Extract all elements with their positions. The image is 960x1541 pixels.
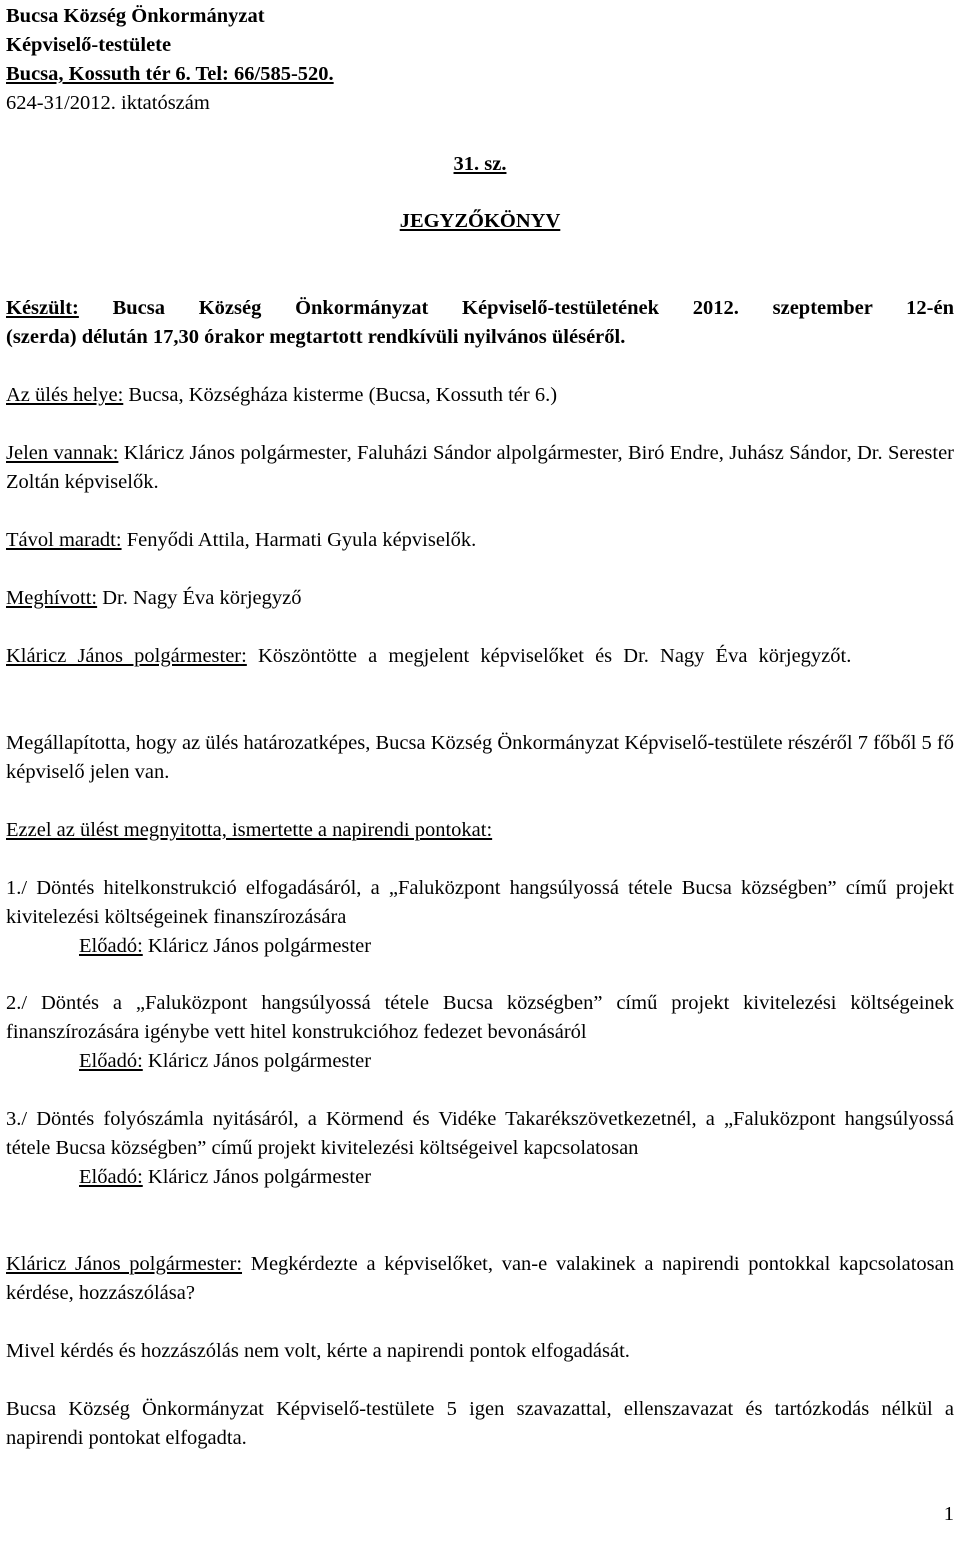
present-paragraph (6, 439, 954, 497)
presenter-label: Előadó: (79, 1166, 143, 1188)
greeting-paragraph (6, 642, 954, 671)
location-text: Bucsa, Községháza kisterme (Bucsa, Kossuth tér 6.) (123, 384, 558, 406)
absent-label: Távol maradt: (6, 529, 122, 551)
quorum-paragraph: Megállapította, hogy az ülés határozatképes, Bucsa Község Önkormányzat Képviselő-testülete részéről 7 főből 5 fő képviselő jelen van. (6, 732, 954, 783)
invited-label: Meghívott: (6, 587, 98, 609)
agenda-presenter (6, 1163, 954, 1192)
opening-paragraph: Ezzel az ülést megnyitotta, ismertette a napirendi pontokat: (6, 819, 493, 841)
intro-text-1: Bucsa Község Önkormányzat Képviselő-testületének 2012. szeptember 12-én (78, 297, 954, 319)
filing-number: 624-31/2012. iktatószám (6, 92, 210, 114)
location-label: Az ülés helye: (6, 384, 124, 406)
absent-text: Fenyődi Attila, Harmati Gyula képviselők. (121, 529, 477, 551)
letterhead-line2: Képviselő-testülete (6, 34, 172, 56)
presenter-name: Kláricz János polgármester (142, 1050, 372, 1072)
agenda-presenter (6, 1047, 954, 1076)
vote-paragraph: Bucsa Község Önkormányzat Képviselő-testülete 5 igen szavazattal, ellenszavazat és tartózkodás nélkül a napirendi pontokat elfogadta. (6, 1398, 954, 1449)
agenda-item-1 (6, 874, 954, 961)
present-text: Kláricz János polgármester, Faluházi Sándor alpolgármester, Biró Endre, Juhász Sándor, Dr. Serester Zoltán képviselők. (6, 442, 954, 493)
intro-line1 (6, 294, 954, 323)
question-paragraph (6, 1250, 954, 1308)
invited-text: Dr. Nagy Éva körjegyző (97, 587, 302, 609)
no-question-paragraph: Mivel kérdés és hozzászólás nem volt, kérte a napirendi pontok elfogadását. (6, 1340, 630, 1362)
letterhead-line1: Bucsa Község Önkormányzat (6, 5, 265, 27)
presenter-label: Előadó: (79, 935, 143, 957)
intro-text-2: (szerda) délután 17,30 órakor megtartott rendkívüli nyilvános üléséről. (6, 326, 626, 348)
greeting-label: Kláricz János polgármester: (6, 645, 247, 667)
agenda-presenter (6, 932, 954, 961)
presenter-name: Kláricz János polgármester (142, 1166, 372, 1188)
agenda-item-2 (6, 989, 954, 1076)
page-number: 1 (943, 1503, 954, 1525)
intro-label: Készült: (6, 297, 79, 319)
presenter-label: Előadó: (79, 1050, 143, 1072)
question-label: Kláricz János polgármester: (6, 1253, 243, 1275)
minutes-number: 31. sz. (453, 153, 507, 175)
greeting-text: Köszöntötte a megjelent képviselőket és Dr. Nagy Éva körjegyzőt. (246, 645, 852, 667)
invited-paragraph (6, 584, 954, 613)
location-paragraph (6, 381, 954, 410)
agenda-item-text: 2./ Döntés a „Faluközpont hangsúlyossá tétele Bucsa községben” című projekt kivitelezési költségeinek finanszírozására igénybe vett hitel konstrukcióhoz fedezet bevonásáról (6, 992, 954, 1043)
present-label: Jelen vannak: (6, 442, 119, 464)
letterhead (6, 2, 334, 118)
page-title: JEGYZŐKÖNYV (399, 210, 561, 232)
agenda-item-text: 1./ Döntés hitelkonstrukció elfogadásáról, a „Faluközpont hangsúlyossá tétele Bucsa községben” című projekt kivitelezési költségeinek finanszírozására (6, 877, 954, 928)
absent-paragraph (6, 526, 954, 555)
agenda-item-3 (6, 1105, 954, 1192)
presenter-name: Kláricz János polgármester (142, 935, 372, 957)
letterhead-address: Bucsa, Kossuth tér 6. Tel: 66/585-520. (6, 63, 334, 85)
agenda-item-text: 3./ Döntés folyószámla nyitásáról, a Körmend és Vidéke Takarékszövetkezetnél, a „Faluközpont hangsúlyossá tétele Bucsa községben” című projekt kivitelezési költségeivel kapcsolatosan (6, 1108, 954, 1159)
question-text: Megkérdezte a képviselőket, van-e valakinek a napirendi pontokkal kapcsolatosan kérdése, hozzászólása? (6, 1253, 954, 1304)
